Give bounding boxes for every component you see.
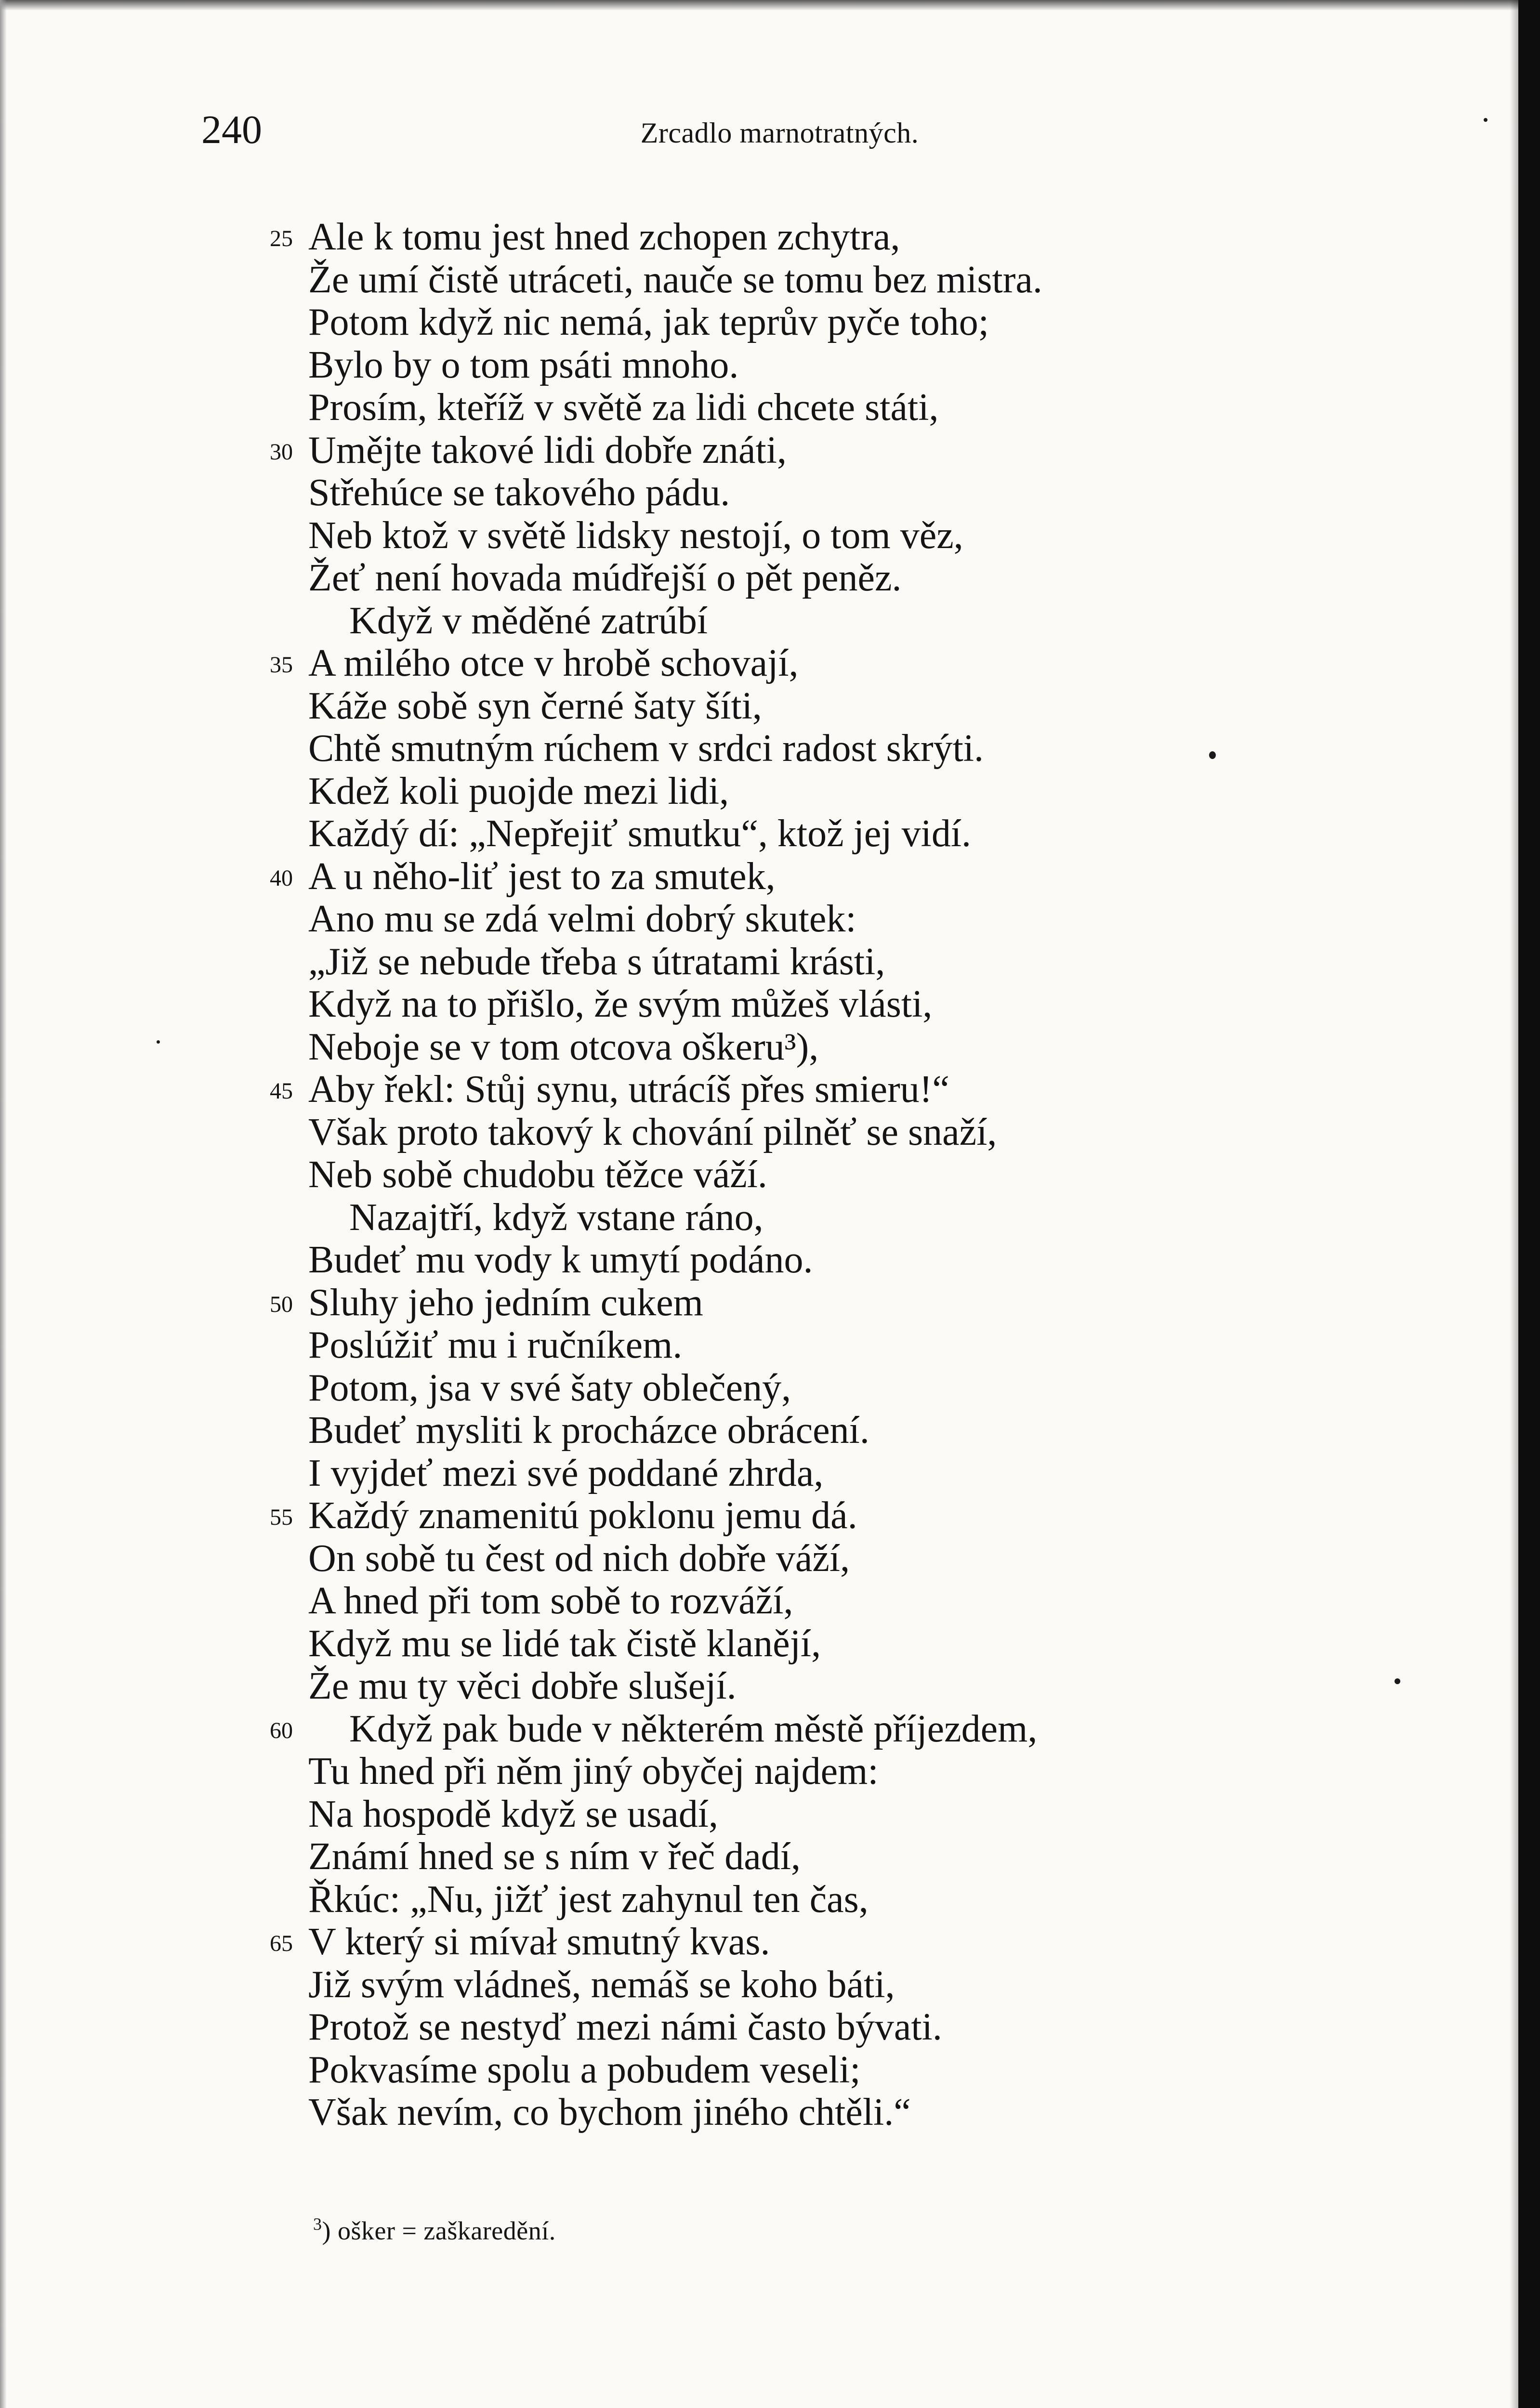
verse-line: A milého otce v hrobě schovají, bbox=[308, 642, 799, 684]
verse-line: A hned při tom sobě to rozváží, bbox=[308, 1580, 793, 1622]
verse-line: Nazajtří, když vstane ráno, bbox=[349, 1196, 763, 1239]
verse-line: Již svým vládneš, nemáš se koho báti, bbox=[308, 1963, 895, 2006]
verse-line: Protož se nestyď mezi námi často bývati. bbox=[308, 2006, 942, 2048]
footnote-mark: 3 bbox=[313, 2214, 322, 2234]
verse-line: Neb sobě chudobu těžce váží. bbox=[308, 1153, 767, 1196]
verse-line: Ale k tomu jest hned zchopen zchytra, bbox=[308, 216, 900, 258]
line-number: 25 bbox=[270, 226, 293, 251]
verse-line: A u něho-liť jest to za smutek, bbox=[308, 855, 776, 898]
verse-line: Chtě smutným rúchem v srdci radost skrýti. bbox=[308, 727, 984, 770]
verse-line: Umějte takové lidi dobře znáti, bbox=[308, 429, 787, 471]
verse-line: Aby řekl: Stůj synu, utrácíš přes smieru!“ bbox=[308, 1068, 949, 1111]
verse-line: Sluhy jeho jedním cukem bbox=[308, 1282, 703, 1324]
verse-line: Kdež koli puojde mezi lidi, bbox=[308, 770, 729, 812]
line-number: 65 bbox=[270, 1931, 293, 1956]
verse-line: Známí hned se s ním v řeč dadí, bbox=[308, 1835, 801, 1878]
line-number: 45 bbox=[270, 1078, 293, 1104]
ink-speck bbox=[1484, 118, 1487, 122]
verse-line: Když v měděné zatrúbí bbox=[349, 600, 708, 642]
ink-speck bbox=[1395, 1678, 1400, 1684]
running-head: Zrcadlo marnotratných. bbox=[640, 117, 919, 149]
verse-line: „Již se nebude třeba s útratami krásti, bbox=[308, 941, 885, 983]
verse-line: Ano mu se zdá velmi dobrý skutek: bbox=[308, 898, 856, 940]
verse-line: Však proto takový k chování pilněť se snaží, bbox=[308, 1111, 997, 1153]
verse-line: Prosím, kteříž v světě za lidi chcete státi, bbox=[308, 386, 939, 429]
verse-line: Pokvasíme spolu a pobudem veseli; bbox=[308, 2049, 861, 2091]
footnote bbox=[313, 2215, 556, 2244]
verse-line: Když na to přišlo, že svým můžeš vlásti, bbox=[308, 983, 933, 1025]
verse-line: Potom když nic nemá, jak teprův pyče toho; bbox=[308, 301, 989, 343]
verse-line: Neb ktož v světě lidsky nestojí, o tom věz, bbox=[308, 514, 963, 557]
line-number: 55 bbox=[270, 1505, 293, 1530]
verse-line: On sobě tu čest od nich dobře váží, bbox=[308, 1537, 850, 1580]
page-number: 240 bbox=[201, 107, 262, 152]
verse-line: Tu hned při něm jiný obyčej najdem: bbox=[308, 1750, 879, 1793]
verse-line: Poslúžiť mu i ručníkem. bbox=[308, 1324, 683, 1366]
line-number: 40 bbox=[270, 865, 293, 891]
line-number: 60 bbox=[270, 1718, 293, 1743]
footnote-text: ) ošker = zaškaredění. bbox=[322, 2216, 556, 2245]
page-top-edge bbox=[0, 0, 1540, 11]
line-number: 30 bbox=[270, 439, 293, 465]
verse-block bbox=[0, 218, 1540, 2337]
verse-line: I vyjdeť mezi své poddané zhrda, bbox=[308, 1452, 824, 1494]
verse-line: Neboje se v tom otcova oškeru³), bbox=[308, 1026, 819, 1068]
verse-line: Žeť není hovada múdřejší o pět peněz. bbox=[308, 557, 902, 599]
verse-line: Bylo by o tom psáti mnoho. bbox=[308, 344, 739, 386]
verse-line: Na hospodě když se usadí, bbox=[308, 1793, 718, 1835]
ink-speck bbox=[1209, 751, 1216, 759]
verse-line: Káže sobě syn černé šaty šíti, bbox=[308, 685, 762, 727]
verse-line: Každý znamenitú poklonu jemu dá. bbox=[308, 1494, 857, 1537]
ink-speck bbox=[157, 1040, 160, 1044]
line-number: 50 bbox=[270, 1292, 293, 1317]
verse-line: Budeť mysliti k procházce obrácení. bbox=[308, 1409, 869, 1452]
verse-line: Že umí čistě utráceti, nauče se tomu bez mistra. bbox=[308, 259, 1042, 301]
line-number: 35 bbox=[270, 652, 293, 678]
verse-line: Každý dí: „Nepřejiť smutku“, ktož jej vidí. bbox=[308, 812, 972, 855]
verse-line: Řkúc: „Nu, jižť jest zahynul ten čas, bbox=[308, 1878, 869, 1921]
verse-line: Když mu se lidé tak čistě klanějí, bbox=[308, 1623, 821, 1665]
verse-line: Když pak bude v některém městě příjezdem, bbox=[349, 1708, 1038, 1750]
verse-line: Však nevím, co bychom jiného chtěli.“ bbox=[308, 2091, 911, 2133]
verse-line: Budeť mu vody k umytí podáno. bbox=[308, 1239, 813, 1281]
verse-line: Že mu ty věci dobře slušejí. bbox=[308, 1665, 737, 1707]
verse-line: Potom, jsa v své šaty oblečený, bbox=[308, 1367, 791, 1409]
verse-line: Střehúce se takového pádu. bbox=[308, 471, 730, 514]
verse-line: V který si mívał smutný kvas. bbox=[308, 1921, 770, 1963]
